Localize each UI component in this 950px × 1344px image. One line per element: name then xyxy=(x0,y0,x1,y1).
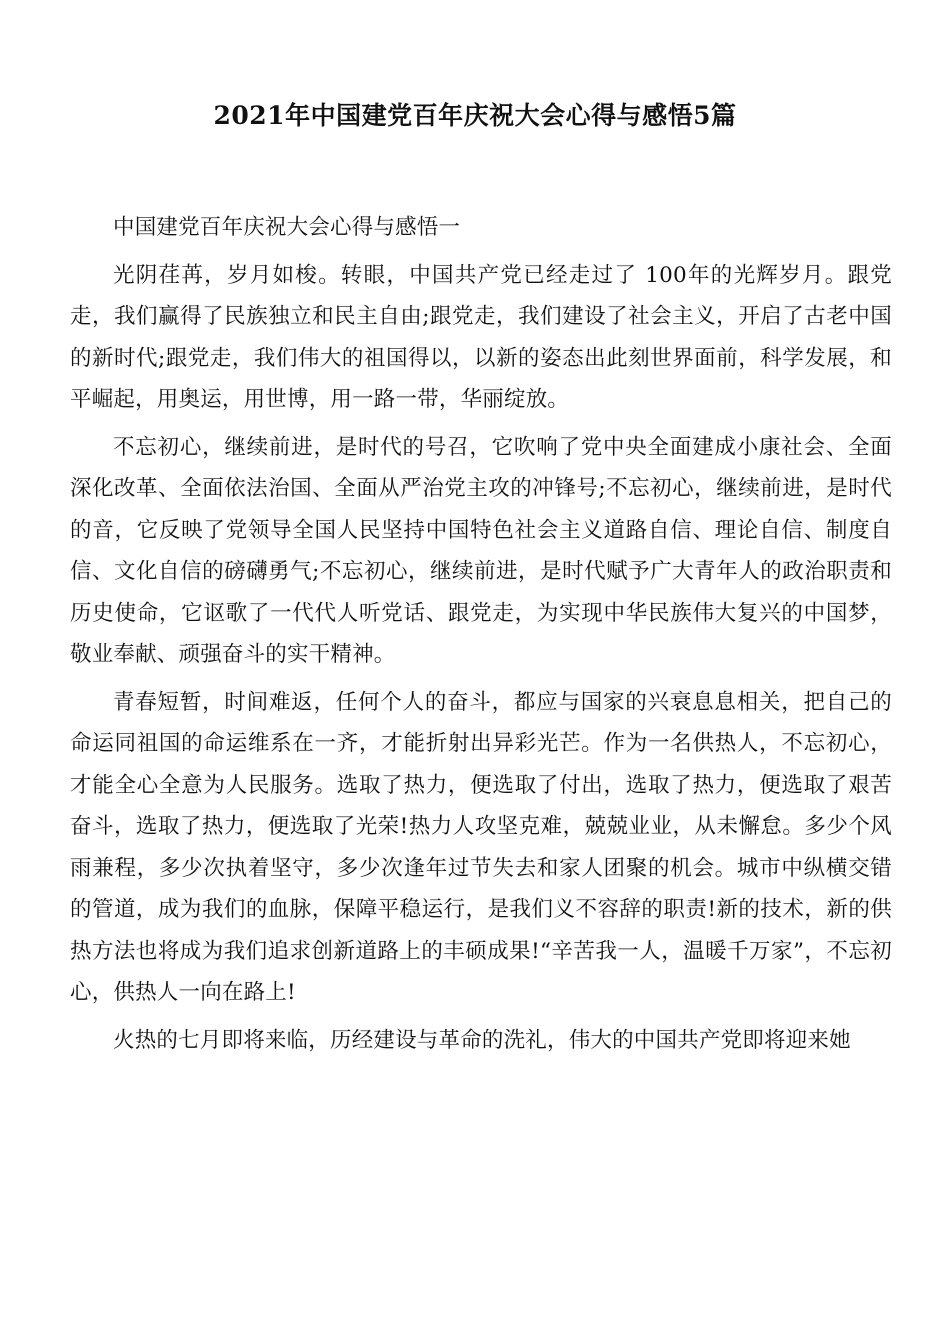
section-heading: 中国建党百年庆祝大会心得与感悟一 xyxy=(113,215,461,240)
paragraph: 不忘初心，继续前进，是时代的号召，它吹响了党中央全面建成小康社会、全面深化改革、全面依法治国、全面从严治党主攻的冲锋号;不忘初心，继续前进，是时代的音，它反映了党领导全国人民坚持中国特色社会主义道路自信、理论自信、制度自信、文化自信的磅礴勇气;不忘初心，继续前进，是时代赋予广大青年人的政治职责和历史使命，它讴歌了一代代人听党话、跟党走，为实现中华民族伟大复兴的中国梦，敬业奉献、顽强奋斗的实干精神。 xyxy=(70,434,892,667)
paragraph: 光阴荏苒，岁月如梭。转眼，中国共产党已经走过了 100年的光辉岁月。跟党走，我们赢得了民族独立和民主自由;跟党走，我们建设了社会主义，开启了古老中国的新时代;跟党走，我们伟大的祖国得以，以新的姿态出此刻世界面前，科学发展，和平崛起，用奥运，用世博，用一路一带，华丽绽放。 xyxy=(70,262,892,412)
document-title: 2021年中国建党百年庆祝大会心得与感悟5篇 xyxy=(213,101,737,130)
paragraph: 青春短暂，时间难返，任何个人的奋斗，都应与国家的兴衰息息相关，把自己的命运同祖国的命运维系在一齐，才能折射出异彩光芒。作为一名供热人，不忘初心，才能全心全意为人民服务。选取了热力，便选取了付出，选取了热力，便选取了艰苦奋斗，选取了热力，便选取了光荣!热力人攻坚克难，兢兢业业，从未懈怠。多少个风雨兼程，多少次执着坚守，多少次逢年过节失去和家人团聚的机会。城市中纵横交错的管道，成为我们的血脉，保障平稳运行，是我们义不容辞的职责!新的技术，新的供热方法也将成为我们追求创新道路上的丰硕成果!“辛苦我一人，温暖千万家”，不忘初心，供热人一向在路上! xyxy=(70,689,892,1005)
paragraph: 火热的七月即将来临，历经建设与革命的洗礼，伟大的中国共产党即将迎来她 xyxy=(113,1027,851,1053)
document-body xyxy=(70,207,892,1067)
